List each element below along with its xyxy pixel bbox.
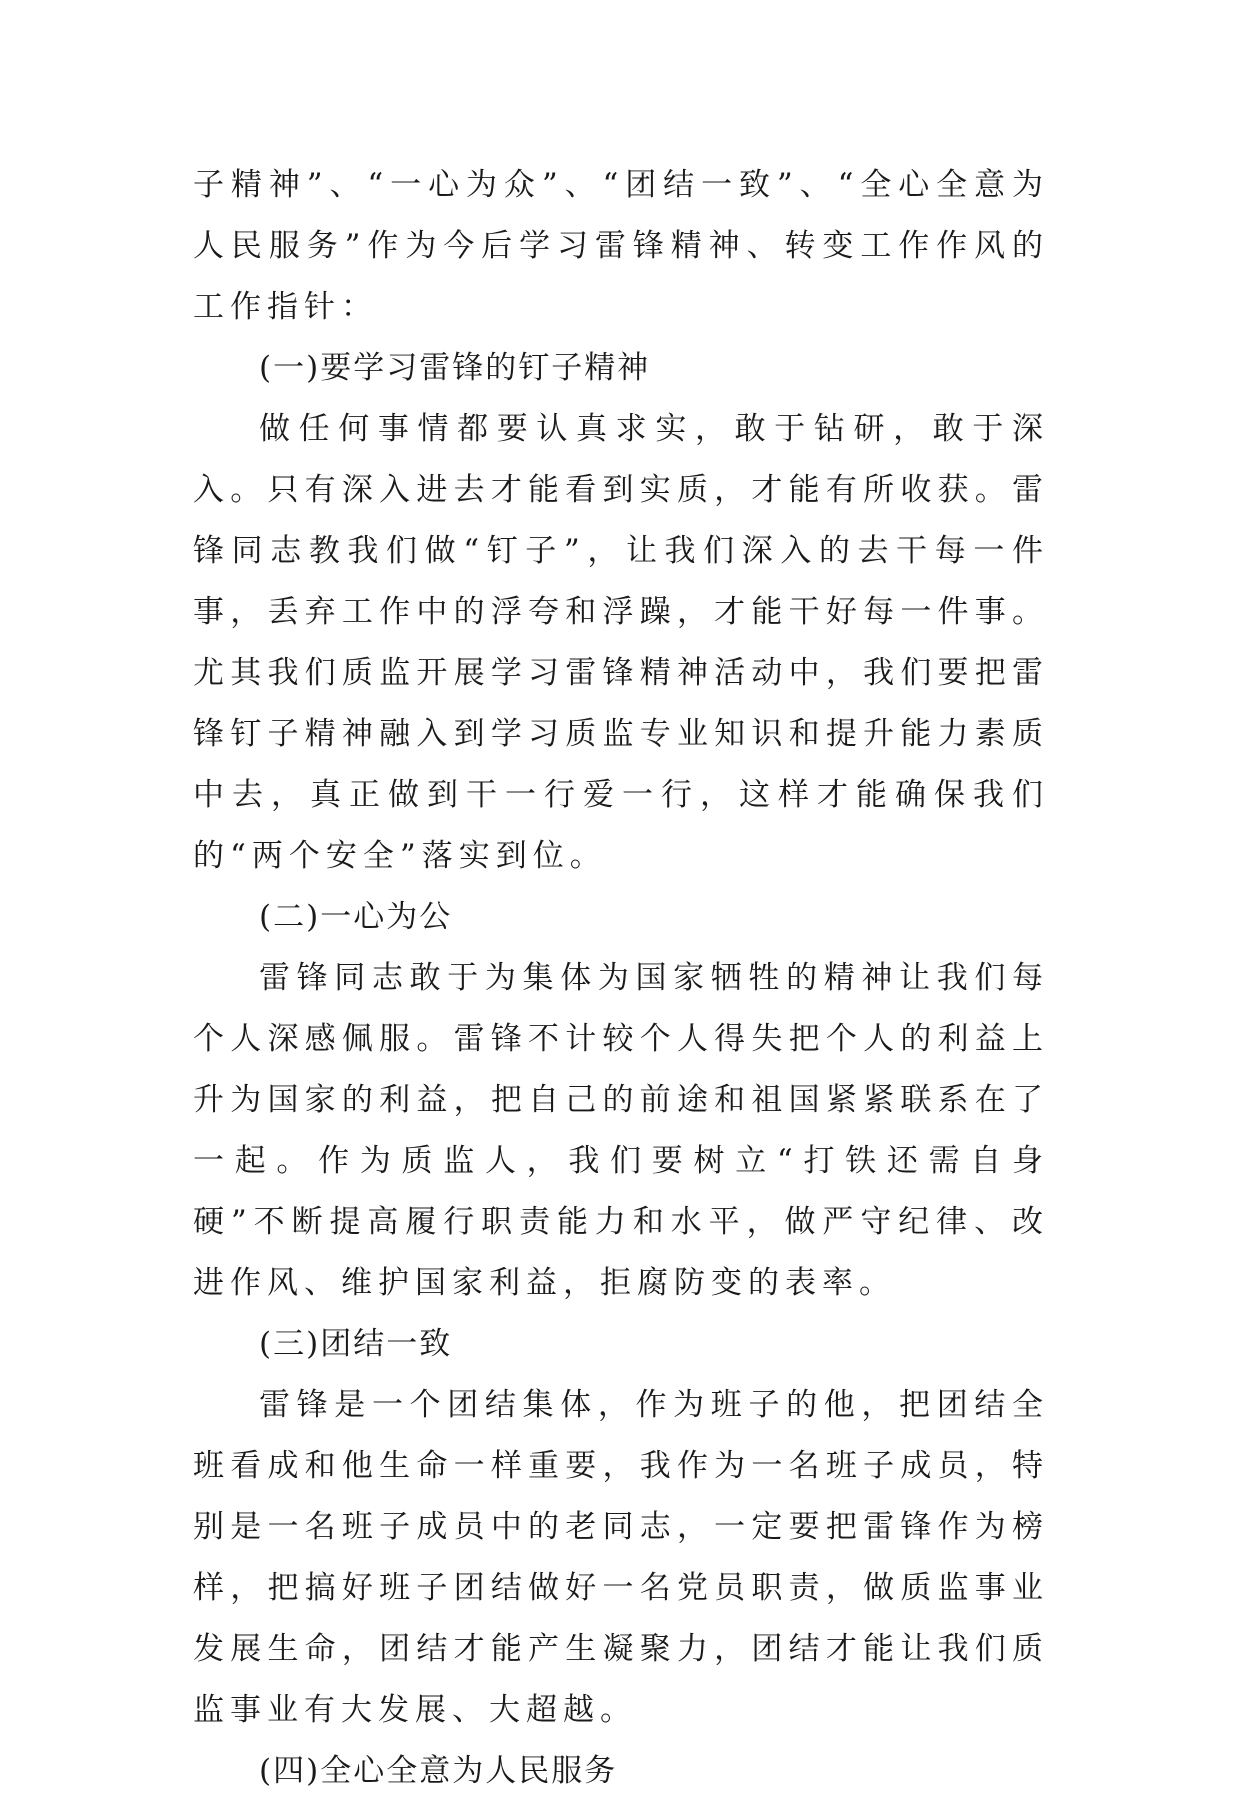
document-body [193,155,1049,1802]
paragraph-section-3: 雷锋是一个团结集体，作为班子的他，把团结全班看成和他生命一样重要，我作为一名班子成员，特别是一名班子成员中的老同志，一定要把雷锋作为榜样，把搞好班子团结做好一名党员职责，做质监事业发展生命，团结才能产生凝聚力，团结才能让我们质监事业有大发展、大超越。 [193,1387,1049,1728]
section-heading-4: (四)全心全意为人民服务 [259,1753,618,1789]
section-heading-3: (三)团结一致 [259,1326,453,1362]
section-heading-1: (一)要学习雷锋的钉子精神 [259,350,651,386]
section-heading-2: (二)一心为公 [259,899,453,935]
paragraph-section-2: 雷锋同志敢于为集体为国家牺牲的精神让我们每个人深感佩服。雷锋不计较个人得失把个人的利益上升为国家的利益，把自己的前途和祖国紧紧联系在了一起。作为质监人，我们要树立“打铁还需自身硬”不断提高履行职责能力和水平，做严守纪律、改进作风、维护国家利益，拒腐防变的表率。 [193,960,1049,1301]
paragraph-section-1: 做任何事情都要认真求实，敢于钻研，敢于深入。只有深入进去才能看到实质，才能有所收获。雷锋同志教我们做“钉子”，让我们深入的去干每一件事，丢弃工作中的浮夸和浮躁，才能干好每一件事。尤其我们质监开展学习雷锋精神活动中，我们要把雷锋钉子精神融入到学习质监专业知识和提升能力素质中去，真正做到干一行爱一行，这样才能确保我们的“两个安全”落实到位。 [193,411,1049,874]
paragraph-intro-continuation: 子精神”、“一心为众”、“团结一致”、“全心全意为人民服务”作为今后学习雷锋精神、转变工作作风的工作指针： [193,167,1049,325]
